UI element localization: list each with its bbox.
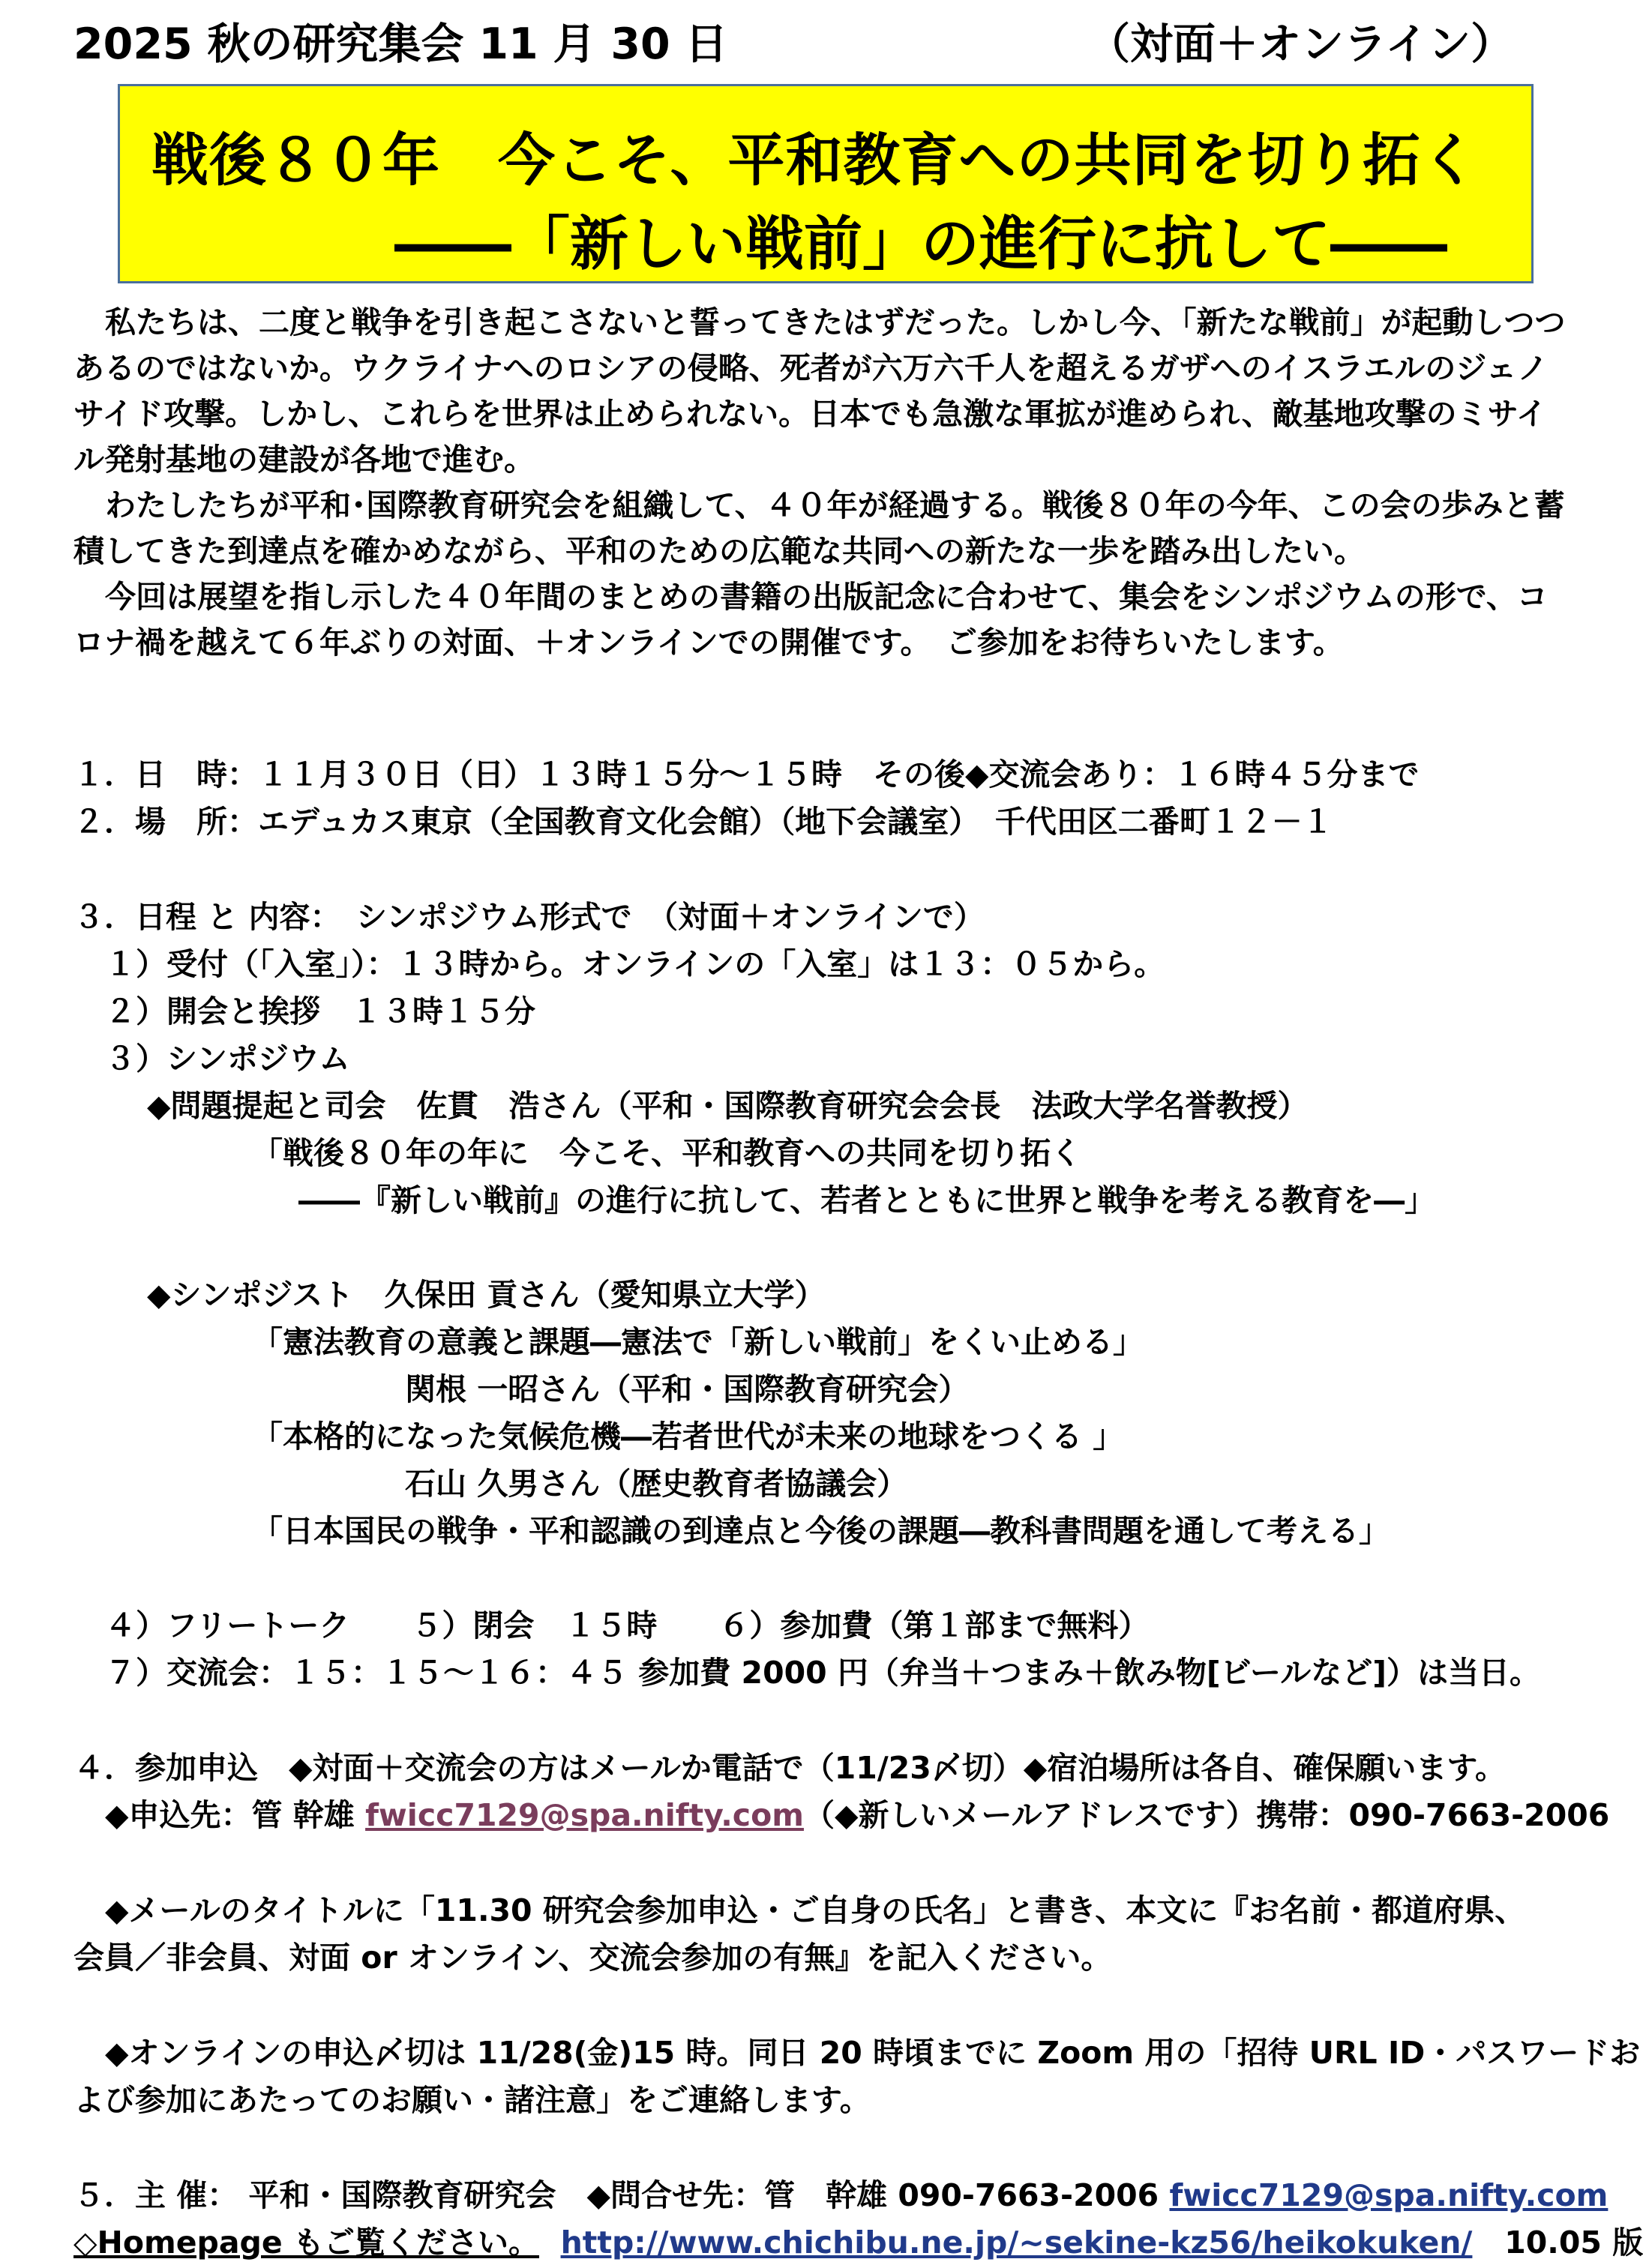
- moderator: ◆問題提起と司会 佐貫 浩さん（平和・国際教育研究会会長 法政大学名誉教授）: [147, 1088, 1309, 1124]
- program-opening: ２）開会と挨拶 １３時１５分: [105, 993, 535, 1029]
- application-contact-label: ◆申込先：管 幹雄: [105, 1797, 366, 1833]
- intro-paragraph-3: 今回は展望を指し示した４０年間のまとめの書籍の出版記念に合わせて、集会をシンポジウムの形で、コロナ禍を越えて６年ぶりの対面、＋オンラインでの開催です。 ご参加をお待ちいたします。: [73, 579, 1548, 661]
- event-date-heading: 2025 秋の研究集会 11 月 30 日: [73, 19, 728, 69]
- item-place: ２．場 所：エデュカス東京（全国教育文化会館）（地下会議室） 千代田区二番町１２－１: [73, 804, 1333, 840]
- program-reception: １）受付（｢入室｣）：１３時から。オンラインの「入室」は１３：０５から。: [105, 946, 1165, 982]
- program-free-talk: ４）フリートーク ５）閉会 １５時 ６）参加費（第１部まで無料）: [105, 1607, 1150, 1643]
- organizer: [73, 2171, 1608, 2215]
- symposist-1: ◆シンポジスト 久保田 貢さん（愛知県立大学）: [147, 1277, 826, 1313]
- title-banner: [118, 84, 1534, 283]
- application-contact-note: （◆新しいメールアドレスです）携帯：090-7663-2006: [803, 1797, 1610, 1833]
- program-symposium: ３）シンポジウム: [105, 1041, 350, 1077]
- moderator-talk-subtitle: ――『新しい戦前』の進行に抗して、若者とともに世界と戦争を考える教育を―」: [298, 1182, 1436, 1218]
- intro-paragraph-2: わたしたちが平和･国際教育研究会を組織して、４０年が経過する。戦後８０年の今年、この会の歩みと蓄積してきた到達点を確かめながら、平和のための広範な共同への新たな一歩を踏み出したい。: [73, 487, 1565, 569]
- application-contact: [105, 1790, 1609, 1835]
- item-application: ４．参加申込 ◆対面＋交流会の方はメールか電話で（11/23〆切）◆宿泊場所は各自、確保願います。: [73, 1750, 1507, 1786]
- sub-title: ――「新しい戦前」の進行に抗して――: [394, 211, 1448, 278]
- homepage-link[interactable]: http://www.chichibu.ne.jp/~sekine-kz56/heikokuken/: [560, 2225, 1473, 2261]
- online-note-line-1: ◆オンラインの申込〆切は 11/28(金)15 時。同日 20 時頃までに Zoom 用の「招待 URL ID・パスワードお: [105, 2035, 1641, 2071]
- moderator-talk-title: 「戦後８０年の年に 今こそ、平和教育への共同を切り拓く: [252, 1135, 1082, 1171]
- homepage-line: [73, 2218, 1643, 2262]
- online-note-line-2: よび参加にあたってのお願い・諸注意」をご連絡します。: [73, 2082, 871, 2118]
- header: [73, 13, 1566, 75]
- application-email-link[interactable]: fwicc7129@spa.nifty.com: [365, 1797, 804, 1833]
- symposist-2-talk: 「本格的になった気候危機―若者世代が未来の地球をつくる 」: [252, 1419, 1124, 1455]
- homepage-label: ◇Homepage もご覧ください。: [73, 2225, 539, 2261]
- mail-note-line-1: ◆メールのタイトルに「11.30 研究会参加申込・ご自身の氏名」と書き、本文に『お名前・都道府県、: [105, 1892, 1526, 1928]
- intro-paragraph-1: 私たちは、二度と戦争を引き起こさないと誓ってきたはずだった。しかし今、「新たな戦前」が起動しつつあるのではないか。ウクライナへのロシアの侵略、死者が六万六千人を超えるガザへのイスラエルのジェノサイド攻撃。しかし、これらを世界は止められない。日本でも急激な軍拡が進められ、敵基地攻撃のミサイル発射基地の建設が各地で進む。: [73, 304, 1566, 478]
- main-title: 戦後８０年 今こそ、平和教育への共同を切り拓く: [151, 127, 1479, 193]
- organizer-email-link[interactable]: fwicc7129@spa.nifty.com: [1169, 2177, 1609, 2213]
- symposist-2: 関根 一昭さん（平和・国際教育研究会）: [405, 1371, 970, 1407]
- organizer-text: ５．主 催： 平和・国際教育研究会 ◆問合せ先：管 幹雄 090-7663-2006: [73, 2177, 1159, 2213]
- item-date: １．日 時：１１月３０日（日）１３時１５分～１５時 その後◆交流会あり：１６時４５分まで: [73, 756, 1420, 792]
- intro-text: [73, 300, 1573, 666]
- program-social: ７）交流会：１５：１５～１６：４５ 参加費 2000 円（弁当＋つまみ＋飲み物[ビールなど]）は当日。: [105, 1655, 1540, 1691]
- mail-note-line-2: 会員／非会員、対面 or オンライン、交流会参加の有無』を記入ください。: [73, 1940, 1112, 1976]
- event-format-heading: （対面＋オンライン）: [1087, 19, 1514, 69]
- symposist-3: 石山 久男さん（歴史教育者協議会）: [405, 1466, 908, 1502]
- symposist-1-talk: 「憲法教育の意義と課題―憲法で「新しい戦前」をくい止める」: [252, 1324, 1144, 1360]
- symposist-3-talk: 「日本国民の戦争・平和認識の到達点と今後の課題―教科書問題を通して考える」: [252, 1513, 1390, 1549]
- item-program: ３．日程 と 内容： シンポジウム形式で （対面＋オンラインで）: [73, 899, 985, 935]
- version-label: 10.05 版: [1504, 2225, 1643, 2261]
